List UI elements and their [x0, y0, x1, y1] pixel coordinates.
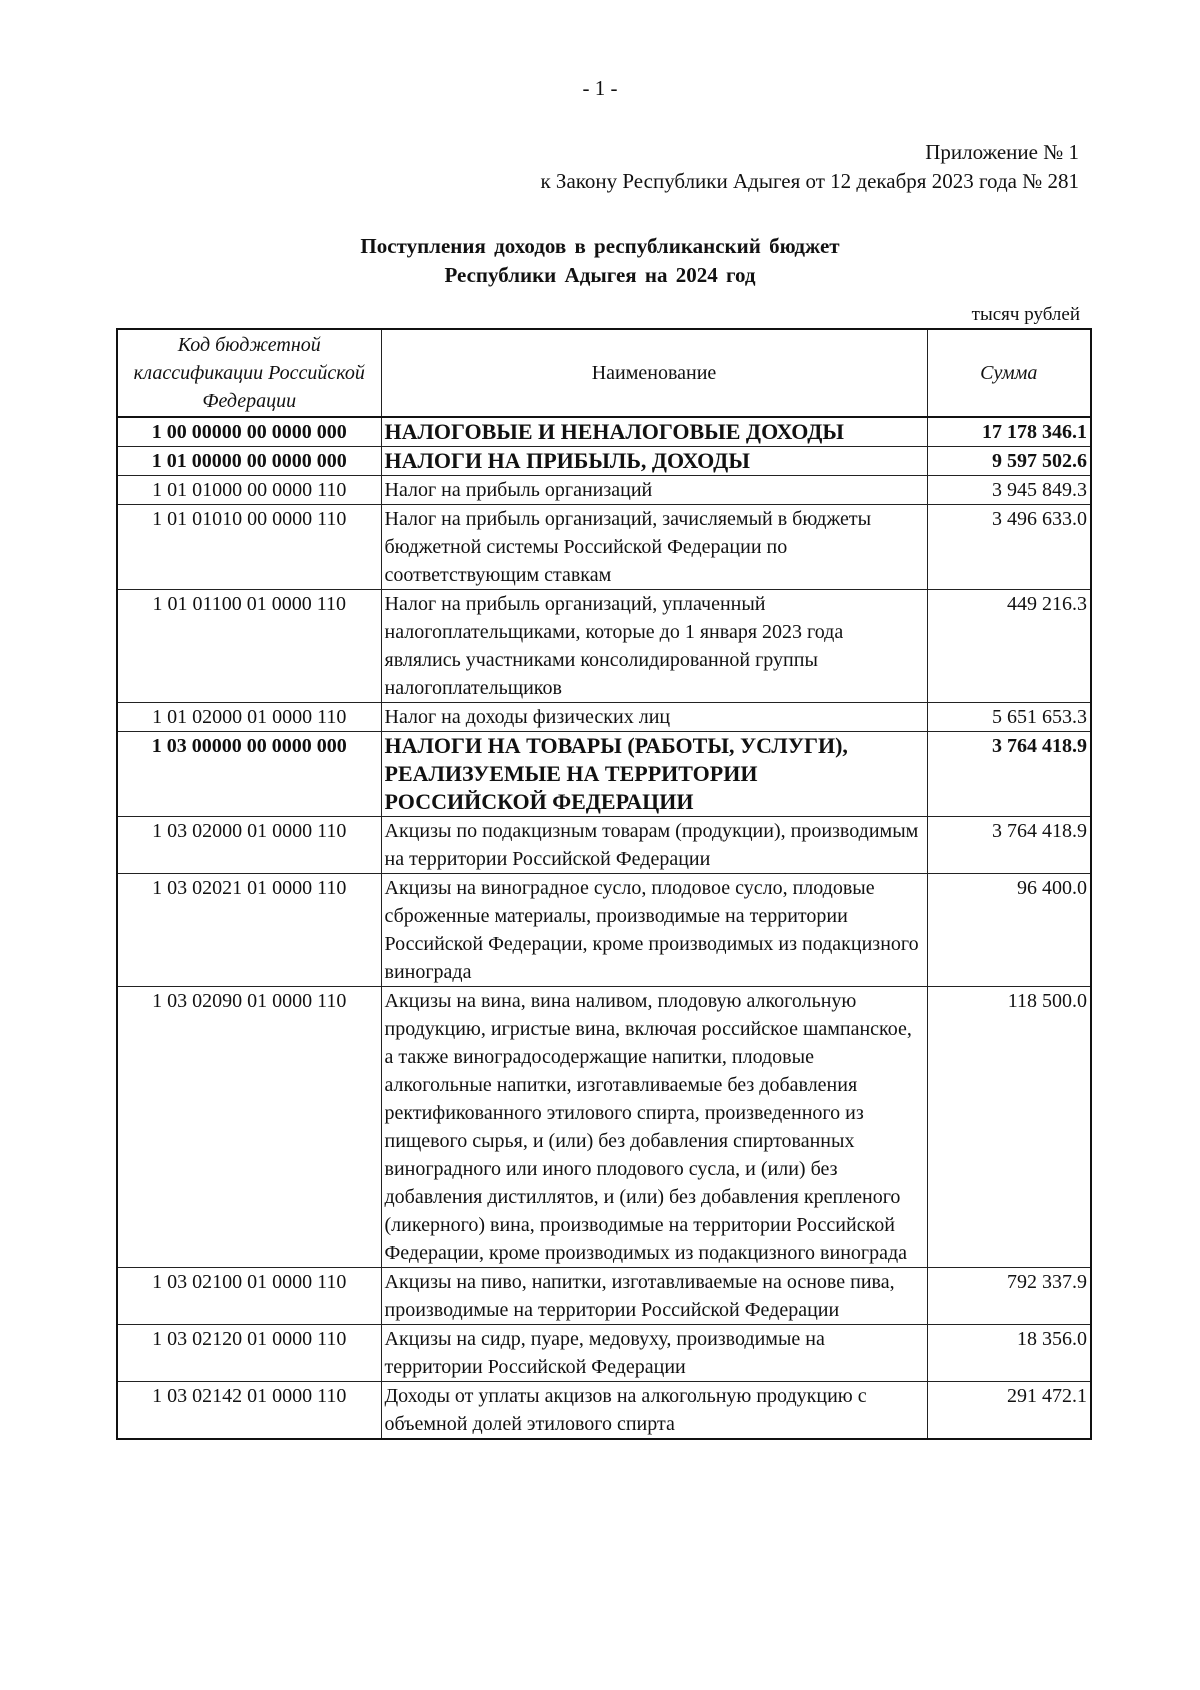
- appendix-line-1: Приложение № 1: [925, 140, 1079, 164]
- row-name: НАЛОГИ НА ПРИБЫЛЬ, ДОХОДЫ: [381, 447, 927, 476]
- row-code: 1 03 00000 00 0000 000: [117, 732, 381, 817]
- table-row: [117, 1325, 1091, 1382]
- table-row: [117, 1268, 1091, 1325]
- row-name: Налог на прибыль организаций, зачисляемый в бюджеты бюджетной системы Российской Федерации по соответствующим ставкам: [381, 505, 927, 590]
- row-sum: 18 356.0: [927, 1325, 1091, 1382]
- row-code: 1 01 01100 01 0000 110: [117, 590, 381, 703]
- title-line-2: Республики Адыгея на 2024 год: [444, 263, 756, 287]
- row-sum: 3 764 418.9: [927, 817, 1091, 874]
- row-name: НАЛОГОВЫЕ И НЕНАЛОГОВЫЕ ДОХОДЫ: [381, 417, 927, 447]
- header-name: Наименование: [381, 329, 927, 417]
- row-sum: 291 472.1: [927, 1382, 1091, 1440]
- row-code: 1 00 00000 00 0000 000: [117, 417, 381, 447]
- table-row: [117, 447, 1091, 476]
- table-row: [117, 417, 1091, 447]
- row-code: 1 01 02000 01 0000 110: [117, 703, 381, 732]
- appendix-line-2: к Закону Республики Адыгея от 12 декабря 2023 года № 281: [540, 169, 1079, 193]
- row-sum: 3 945 849.3: [927, 476, 1091, 505]
- units-label: тысяч рублей: [971, 304, 1080, 325]
- row-code: 1 01 01000 00 0000 110: [117, 476, 381, 505]
- row-name: Налог на доходы физических лиц: [381, 703, 927, 732]
- row-name: Доходы от уплаты акцизов на алкогольную продукцию с объемной долей этилового спирта: [381, 1382, 927, 1440]
- row-code: 1 03 02090 01 0000 110: [117, 987, 381, 1268]
- header-code: Код бюджетной классификации Российской Федерации: [117, 329, 381, 417]
- row-name: Акцизы по подакцизным товарам (продукции), производимым на территории Российской Федерации: [381, 817, 927, 874]
- table-row: [117, 476, 1091, 505]
- row-code: 1 01 01010 00 0000 110: [117, 505, 381, 590]
- row-sum: 3 496 633.0: [927, 505, 1091, 590]
- row-sum: 96 400.0: [927, 874, 1091, 987]
- row-code: 1 03 02100 01 0000 110: [117, 1268, 381, 1325]
- row-code: 1 03 02021 01 0000 110: [117, 874, 381, 987]
- document-title: [0, 232, 1200, 290]
- row-code: 1 03 02120 01 0000 110: [117, 1325, 381, 1382]
- row-code: 1 01 00000 00 0000 000: [117, 447, 381, 476]
- title-line-1: Поступления доходов в республиканский бюджет: [360, 234, 840, 258]
- row-name: Акцизы на вина, вина наливом, плодовую алкогольную продукцию, игристые вина, включая российское шампанское, а также виноградосодержащие напитки, плодовые алкогольные напитки, изготавливаемые без добавления ректификованного этилового спирта, произведенного из пищевого сырья, и (или) без добавления спиртованных виноградного или иного плодового сусла, и (или) без добавления дистиллятов, и (или) без добавления крепленого (ликерного) вина, производимые на территории Российской Федерации, кроме производимых из подакцизного винограда: [381, 987, 927, 1268]
- row-sum: 5 651 653.3: [927, 703, 1091, 732]
- row-name: Налог на прибыль организаций, уплаченный налогоплательщиками, которые до 1 января 2023 года являлись участниками консолидированной группы налогоплательщиков: [381, 590, 927, 703]
- table-row: [117, 987, 1091, 1268]
- row-sum: 118 500.0: [927, 987, 1091, 1268]
- table-header-row: [117, 329, 1091, 417]
- table-row: [117, 874, 1091, 987]
- table-row: [117, 1382, 1091, 1440]
- row-sum: 3 764 418.9: [927, 732, 1091, 817]
- row-name: НАЛОГИ НА ТОВАРЫ (РАБОТЫ, УСЛУГИ), РЕАЛИЗУЕМЫЕ НА ТЕРРИТОРИИ РОССИЙСКОЙ ФЕДЕРАЦИИ: [381, 732, 927, 817]
- row-name: Акцизы на пиво, напитки, изготавливаемые на основе пива, производимые на территории Российской Федерации: [381, 1268, 927, 1325]
- row-sum: 449 216.3: [927, 590, 1091, 703]
- row-code: 1 03 02142 01 0000 110: [117, 1382, 381, 1440]
- row-code: 1 03 02000 01 0000 110: [117, 817, 381, 874]
- header-sum: Сумма: [927, 329, 1091, 417]
- row-sum: 792 337.9: [927, 1268, 1091, 1325]
- table-row: [117, 732, 1091, 817]
- table-row: [117, 590, 1091, 703]
- table-row: [117, 505, 1091, 590]
- row-sum: 17 178 346.1: [927, 417, 1091, 447]
- appendix-reference: [540, 138, 1079, 196]
- row-sum: 9 597 502.6: [927, 447, 1091, 476]
- table-row: [117, 703, 1091, 732]
- row-name: Акцизы на виноградное сусло, плодовое сусло, плодовые сброженные материалы, производимые на территории Российской Федерации, кроме производимых из подакцизного винограда: [381, 874, 927, 987]
- revenue-table: [116, 328, 1092, 1440]
- row-name: Налог на прибыль организаций: [381, 476, 927, 505]
- page-number: - 1 -: [582, 76, 618, 100]
- row-name: Акцизы на сидр, пуаре, медовуху, производимые на территории Российской Федерации: [381, 1325, 927, 1382]
- table-row: [117, 817, 1091, 874]
